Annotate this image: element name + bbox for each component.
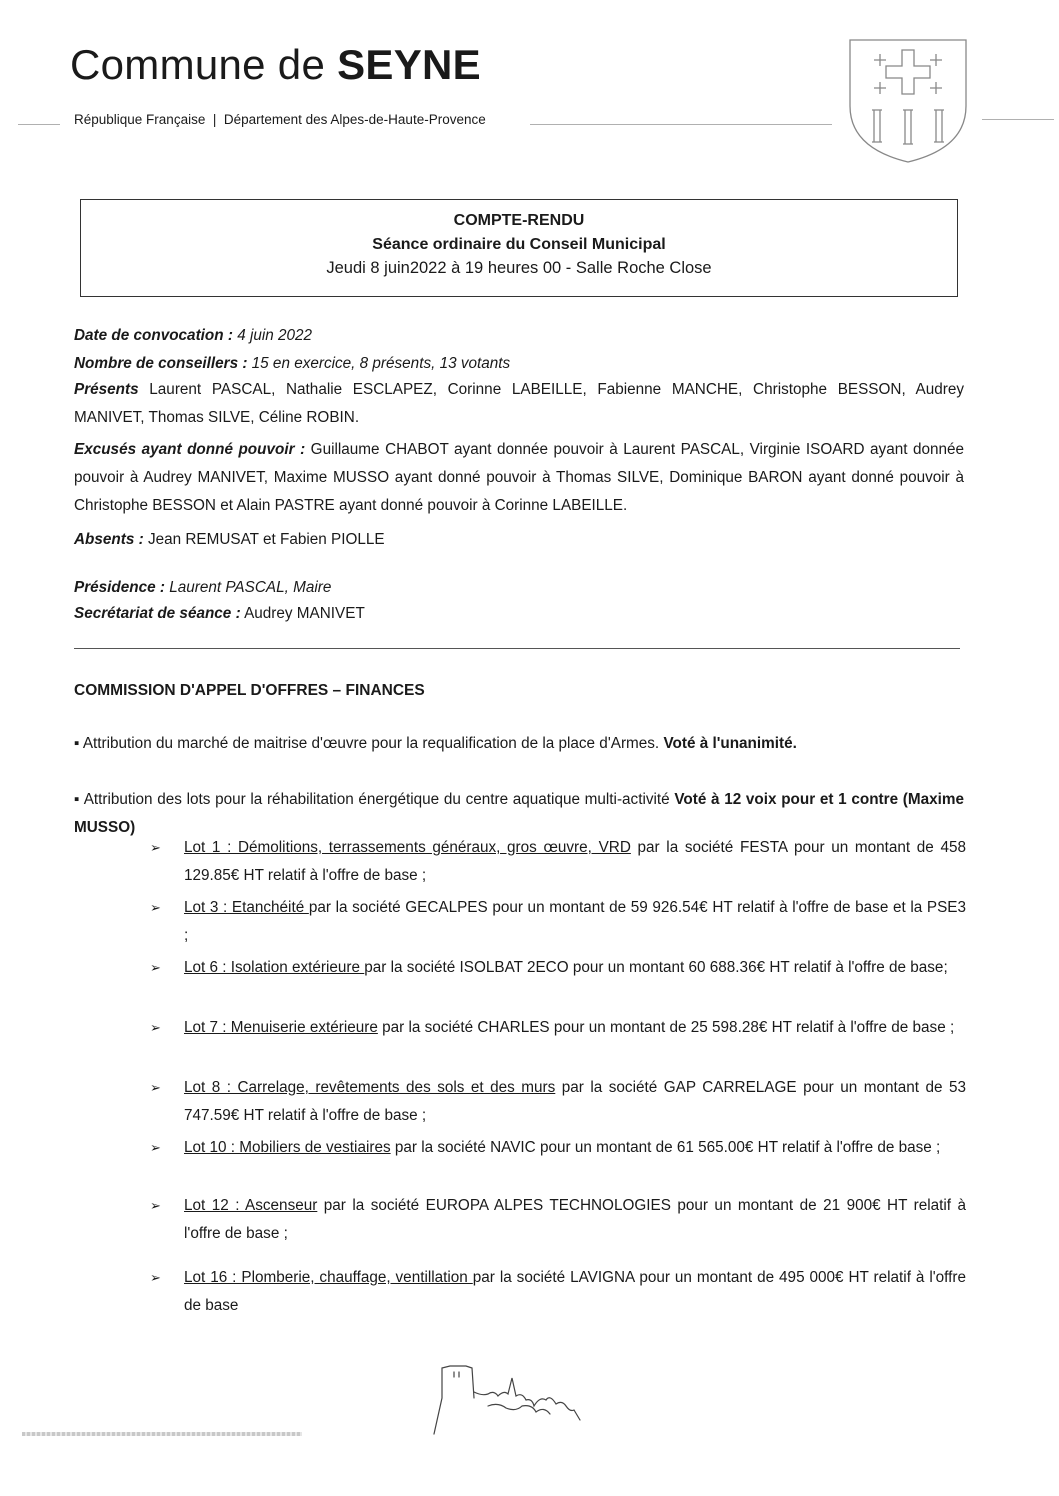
conseillers-value: 15 en exercice, 8 présents, 13 votants [247, 355, 511, 372]
absents-line [74, 526, 964, 554]
section-separator [74, 648, 960, 649]
list-item [150, 1074, 966, 1130]
arrow-bullet-icon: ➢ [150, 1198, 161, 1213]
lot-label: Lot 12 : Ascenseur [184, 1197, 318, 1214]
coat-of-arms-icon [846, 36, 970, 164]
arrow-bullet-icon: ➢ [150, 900, 161, 915]
session-type: Séance ordinaire du Conseil Municipal [372, 236, 666, 253]
excuses-label: Excusés ayant donné pouvoir : [74, 441, 306, 458]
arrow-bullet-icon: ➢ [150, 840, 161, 855]
section-title: COMMISSION D'APPEL D'OFFRES – FINANCES [74, 682, 425, 699]
lot-text: par la société EUROPA ALPES TECHNOLOGIES pour un montant de 21 900€ HT relatif à l'offre de base ; [184, 1197, 966, 1242]
agenda-item-1-text: ▪ Attribution du marché de maitrise d'œuvre pour la requalification de la place d'Armes. [74, 735, 664, 752]
convocation-value: 4 juin 2022 [232, 327, 313, 344]
agenda-item-2-vote: Voté à 12 voix pour et 1 contre (Maxime MUSSO) [74, 791, 964, 836]
presidence-value: Laurent PASCAL, Maire [164, 579, 332, 596]
presents-paragraph [74, 376, 964, 432]
list-item [150, 954, 966, 982]
title-prefix: Commune de [70, 41, 338, 88]
excuses-paragraph [74, 436, 964, 520]
lot-label: Lot 1 : Démolitions, terrassements généraux, gros œuvre, VRD [184, 839, 631, 856]
lot-label: Lot 16 : Plomberie, chauffage, ventillation [184, 1269, 473, 1286]
list-item [150, 894, 966, 950]
secretariat-label: Secrétariat de séance : [74, 605, 241, 622]
title-commune-name: SEYNE [337, 41, 481, 88]
lot-label: Lot 8 : Carrelage, revêtements des sols et des murs [184, 1079, 556, 1096]
convocation-label: Date de convocation : [74, 327, 233, 344]
session-header-box [80, 199, 958, 297]
lot-text: par la société LAVIGNA pour un montant de 495 000€ HT relatif à l'offre de base [184, 1269, 967, 1314]
header-subtitle: République Française | Département des Alpes-de-Haute-Provence [74, 112, 486, 127]
presents-label: Présents [74, 381, 139, 398]
list-item [150, 1134, 966, 1162]
arrow-bullet-icon: ➢ [150, 1140, 161, 1155]
lot-text: par la société NAVIC pour un montant de 61 565.00€ HT relatif à l'offre de base ; [390, 1139, 941, 1156]
list-item [150, 1014, 966, 1042]
lot-text: par la société CHARLES pour un montant de 25 598.28€ HT relatif à l'offre de base ; [377, 1019, 955, 1036]
lot-label: Lot 10 : Mobiliers de vestiaires [184, 1139, 391, 1156]
arrow-bullet-icon: ➢ [150, 1270, 161, 1285]
lot-text: par la société GECALPES pour un montant de 59 926.54€ HT relatif à l'offre de base et la PSE3 ; [184, 899, 967, 944]
header-rule-right [982, 119, 1054, 120]
lot-label: Lot 7 : Menuiserie extérieure [184, 1019, 378, 1036]
secretariat-value: Audrey MANIVET [240, 605, 365, 622]
presidence-line [74, 574, 964, 602]
lot-label: Lot 3 : Etanchéité [184, 899, 309, 916]
agenda-item-1-vote: Voté à l'unanimité. [663, 735, 797, 752]
lot-label: Lot 6 : Isolation extérieure [184, 959, 365, 976]
agenda-item-2-text: ▪ Attribution des lots pour la réhabilitation énergétique du centre aquatique multi-activité [74, 791, 675, 808]
header-rule-left [18, 124, 60, 125]
session-date-place: Jeudi 8 juin2022 à 19 heures 00 - Salle Roche Close [326, 259, 712, 277]
agenda-item-1 [74, 730, 964, 758]
list-item [150, 834, 966, 890]
arrow-bullet-icon: ➢ [150, 1020, 161, 1035]
castle-sketch-icon [428, 1358, 628, 1438]
presidence-label: Présidence : [74, 579, 165, 596]
list-item [150, 1264, 966, 1320]
lot-text: par la société ISOLBAT 2ECO pour un montant 60 688.36€ HT relatif à l'offre de base; [364, 959, 948, 976]
absents-value: Jean REMUSAT et Fabien PIOLLE [143, 531, 385, 548]
absents-label: Absents : [74, 531, 144, 548]
lot-text: par la société FESTA pour un montant de 458 129.85€ HT relatif à l'offre de base ; [184, 839, 966, 884]
conseillers-line [74, 350, 964, 378]
conseillers-label: Nombre de conseillers : [74, 355, 248, 372]
header-rule-middle [530, 124, 832, 125]
report-title: COMPTE-RENDU [453, 212, 585, 229]
convocation-line [74, 322, 964, 350]
scan-artifact [22, 1432, 302, 1436]
arrow-bullet-icon: ➢ [150, 1080, 161, 1095]
lot-text: par la société GAP CARRELAGE pour un montant de 53 747.59€ HT relatif à l'offre de base ; [184, 1079, 966, 1124]
list-item [150, 1192, 966, 1248]
arrow-bullet-icon: ➢ [150, 960, 161, 975]
secretariat-line [74, 600, 964, 628]
page-title [70, 41, 481, 88]
presents-value: Laurent PASCAL, Nathalie ESCLAPEZ, Corinne LABEILLE, Fabienne MANCHE, Christophe BESSON, Audrey MANIVET, Thomas SILVE, Céline ROBIN. [74, 381, 964, 426]
excuses-value: Guillaume CHABOT ayant donnée pouvoir à Laurent PASCAL, Virginie ISOARD ayant donnée pouvoir à Audrey MANIVET, Maxime MUSSO ayant donné pouvoir à Thomas SILVE, Dominique BARON ayant donné pouvoir à Christophe BESSON et Alain PASTRE ayant donné pouvoir à Corinne LABEILLE. [74, 441, 965, 514]
